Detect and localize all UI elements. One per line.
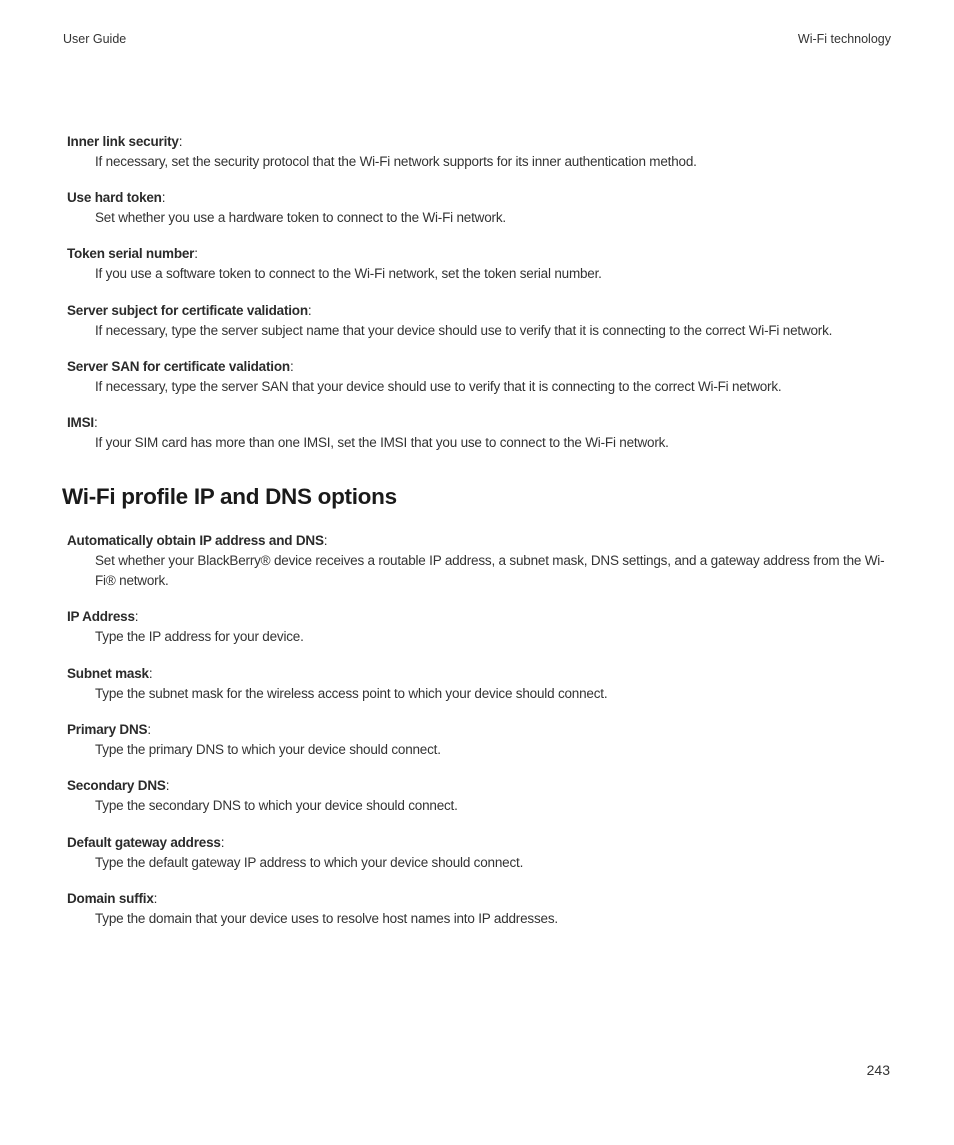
entry-description: Type the domain that your device uses to resolve host names into IP addresses.	[95, 911, 558, 926]
entry-term: Primary DNS	[67, 722, 148, 737]
definition-entry: Subnet mask: Type the subnet mask for the wireless access point to which your device should connect.	[67, 664, 897, 720]
entry-term: Server SAN for certificate validation	[67, 359, 290, 374]
entry-term: Subnet mask	[67, 666, 149, 681]
entry-description: If necessary, type the server SAN that your device should use to verify that it is connecting to the correct Wi-Fi network.	[95, 379, 782, 394]
entry-description: Type the subnet mask for the wireless access point to which your device should connect.	[95, 686, 608, 701]
entry-term: Token serial number	[67, 246, 195, 261]
entry-term: Automatically obtain IP address and DNS	[67, 533, 324, 548]
definition-entry: Token serial number: If you use a software token to connect to the Wi-Fi network, set the token serial number.	[67, 244, 897, 301]
entry-term: Domain suffix	[67, 891, 154, 906]
definition-entry: Default gateway address: Type the default gateway IP address to which your device should connect.	[67, 833, 897, 889]
definition-entry: Inner link security: If necessary, set the security protocol that the Wi-Fi network supports for its inner authentication method.	[67, 132, 897, 188]
definition-entry: Automatically obtain IP address and DNS: Set whether your BlackBerry® device receives a routable IP address, a subnet mask, DNS settings, and a gateway address from the Wi-Fi® network.	[67, 531, 897, 607]
running-header-left: User Guide	[63, 32, 127, 46]
definition-entry: Server subject for certificate validation: If necessary, type the server subject name that your device should use to verify that it is connecting to the correct Wi-Fi network.	[67, 301, 897, 357]
definition-entry: IP Address: Type the IP address for your device.	[67, 607, 897, 664]
entry-term: IP Address	[67, 609, 135, 624]
running-header-right: Wi-Fi technology	[797, 32, 891, 46]
entry-description: Type the secondary DNS to which your device should connect.	[95, 798, 458, 813]
security-options-list	[67, 132, 897, 469]
entry-description: Type the IP address for your device.	[95, 629, 304, 644]
entry-description: Set whether your BlackBerry® device receives a routable IP address, a subnet mask, DNS settings, and a gateway address from the Wi-Fi® network.	[95, 553, 885, 588]
definition-entry: Secondary DNS: Type the secondary DNS to which your device should connect.	[67, 776, 897, 833]
entry-term: IMSI	[67, 415, 94, 430]
entry-term: Inner link security	[67, 134, 179, 149]
entry-term: Secondary DNS	[67, 778, 166, 793]
entry-term: Default gateway address	[67, 835, 221, 850]
definition-entry: IMSI: If your SIM card has more than one IMSI, set the IMSI that you use to connect to the Wi-Fi network.	[67, 413, 897, 469]
entry-description: Type the default gateway IP address to which your device should connect.	[95, 855, 524, 870]
definition-entry: Primary DNS: Type the primary DNS to which your device should connect.	[67, 720, 897, 776]
definition-entry: Use hard token: Set whether you use a hardware token to connect to the Wi-Fi network.	[67, 188, 897, 244]
entry-description: If necessary, type the server subject name that your device should use to verify that it is connecting to the correct Wi-Fi network.	[95, 323, 833, 338]
definition-entry: Domain suffix: Type the domain that your device uses to resolve host names into IP addresses.	[67, 889, 897, 945]
entry-description: If you use a software token to connect to the Wi-Fi network, set the token serial number.	[95, 266, 602, 281]
entry-description: If necessary, set the security protocol that the Wi-Fi network supports for its inner authentication method.	[95, 154, 697, 169]
ip-dns-options-list	[67, 531, 897, 945]
entry-description: Type the primary DNS to which your device should connect.	[95, 742, 441, 757]
definition-entry: Server SAN for certificate validation: If necessary, type the server SAN that your device should use to verify that it is connecting to the correct Wi-Fi network.	[67, 357, 897, 413]
entry-term: Server subject for certificate validation	[67, 303, 308, 318]
entry-description: Set whether you use a hardware token to connect to the Wi-Fi network.	[95, 210, 506, 225]
entry-description: If your SIM card has more than one IMSI, set the IMSI that you use to connect to the Wi-Fi network.	[95, 435, 669, 450]
section-heading: Wi-Fi profile IP and DNS options	[62, 484, 397, 509]
entry-term: Use hard token	[67, 190, 162, 205]
page-number: 243	[866, 1062, 890, 1078]
